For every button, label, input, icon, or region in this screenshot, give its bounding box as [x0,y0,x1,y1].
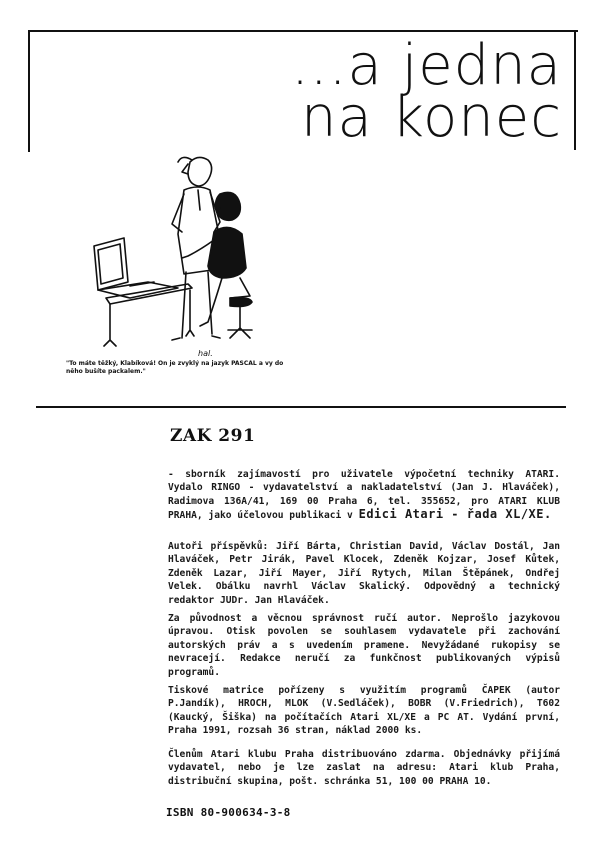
distribution-paragraph: Členům Atari klubu Praha distribuováno zdarma. Objednávky přijímá vydavatel, nebo je lze zaslat na adresu: Atari klub Praha, distribuční skupina, pošt. schránka 51, 100 00 PRAHA 10. [168,749,560,787]
edition-name: Edici Atari - řada XL/XE. [358,507,552,522]
disclaimer-paragraph: Za původnost a věcnou správnost ručí autor. Neprošlo jazykovou úpravou. Otisk povolen se souhlasem vydavatele při zachování autorských práv a s uvedením pramene. Nevyžádané rukopisy se nevracejí. Redakce neručí za funkčnost publikovaných výpisů programů. [168,613,560,678]
man-figure [188,157,212,186]
cartoon-illustration [80,150,280,362]
divider [36,406,566,408]
title-line-2: na konec [300,85,562,150]
isbn: ISBN 80-900634-3-8 [166,806,291,819]
intro-paragraph [168,468,560,523]
title-line-1: ...a jedna [291,33,562,98]
authors-paragraph: Autoři příspěvků: Jiří Bárta, Christian David, Václav Dostál, Jan Hlaváček, Petr Jirák, Pavel Klocek, Zdeněk Kojzar, Josef Kůtek, Zdeněk Lazar, Jiří Mayer, Jiří Rytych, Milan Štěpánek, Ondřej Velek. Obálku navrhl Václav Skalický. Odpovědný a technický redaktor JUDr. Jan Hlaváček. [168,541,560,606]
cartoon-signature: hal. [198,349,213,358]
page-title [232,33,562,150]
header-frame-edge [574,30,576,150]
woman-figure [216,192,241,220]
publication-code: ZAK 291 [170,426,256,446]
intro-text: - sborník zajímavostí pro uživatele výpočetní techniky ATARI. Vydalo RINGO - vydavatelství a nakladatelství (Jan J. Hlaváček), Radimova 136A/41, 169 00 Praha 6, tel. 355652, pro ATARI KLUB PRAHA, jako účelovou publikaci v [168,469,560,522]
cartoon-caption: "To máte těžký, Klabíková! On je zvyklý na jazyk PASCAL a vy do něho bušíte packalem." [66,360,284,375]
production-paragraph: Tiskové matrice pořízeny s využitím programů ČAPEK (autor P.Jandík), HROCH, MLOK (V.Sedláček), BOBR (V.Friedrich), T602 (Kaucký, Šiška) na počítačích Atari XL/XE a PC AT. Vydání první, Praha 1991, rozsah 36 stran, náklad 2000 ks. [168,685,560,737]
